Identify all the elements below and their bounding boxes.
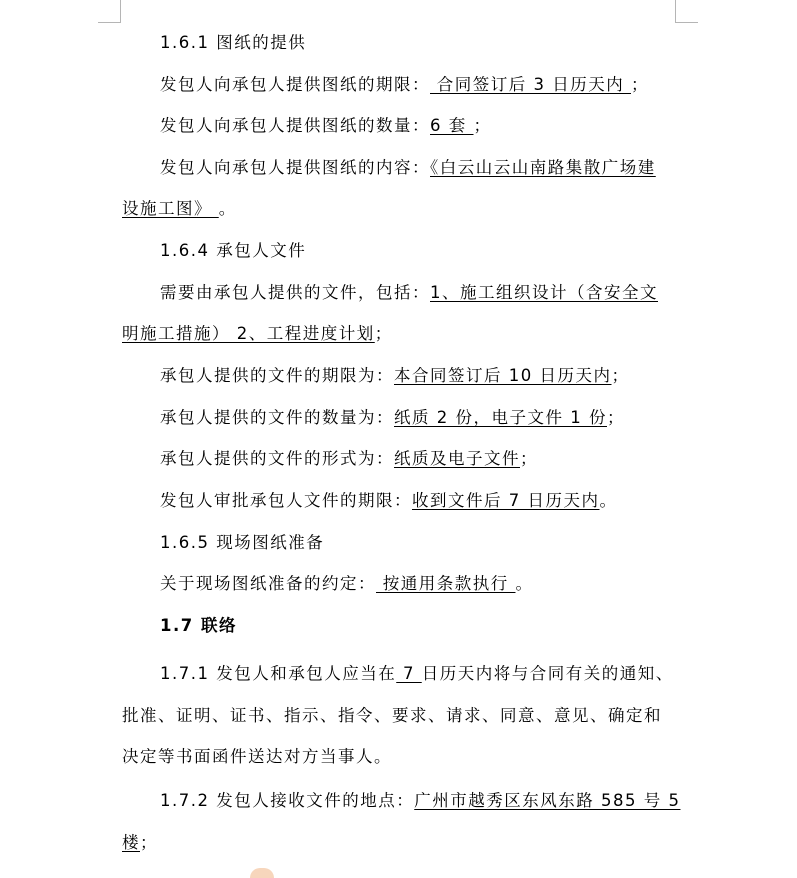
filled-value: 纸质及电子文件 — [394, 449, 520, 468]
seal-stamp-fragment — [250, 868, 274, 878]
filled-value: 6 套 — [430, 116, 474, 135]
label: 需要由承包人提供的文件，包括： — [160, 283, 430, 302]
paragraph-drawing-content-cont: 设施工图》 。 — [122, 199, 237, 218]
label: 承包人提供的文件的形式为： — [160, 449, 394, 468]
label: 发包人审批承包人文件的期限： — [160, 491, 412, 510]
label: 1.7.2 发包人接收文件的地点： — [160, 791, 415, 810]
paragraph-document-deadline: 承包人提供的文件的期限为：本合同签订后 10 日历天内； — [160, 366, 630, 385]
section-heading-1-6-4: 1.6.4 承包人文件 — [160, 241, 307, 260]
page-corner-mark-right — [675, 0, 698, 23]
filled-value: 纸质 2 份，电子文件 1 份 — [394, 408, 607, 427]
filled-value: 合同签订后 3 日历天内 — [430, 75, 631, 94]
paragraph-notice-period-cont-2: 决定等书面函件送达对方当事人。 — [122, 747, 392, 766]
paragraph-document-form: 承包人提供的文件的形式为：纸质及电子文件； — [160, 449, 538, 468]
paragraph-notice-period-cont-1: 批准、证明、证书、指示、指令、要求、请求、同意、意见、确定和 — [122, 706, 662, 725]
paragraph-drawing-deadline: 发包人向承包人提供图纸的期限： 合同签订后 3 日历天内 ； — [160, 75, 649, 94]
filled-value: 本合同签订后 10 日历天内 — [394, 366, 612, 385]
filled-value: 《白云山云山南路集散广场建 — [430, 158, 656, 177]
filled-value: 7 — [396, 664, 422, 683]
filled-value: 明施工措施） 2、工程进度计划 — [122, 324, 375, 343]
label: 发包人向承包人提供图纸的数量： — [160, 116, 430, 135]
paragraph-notice-period: 1.7.1 发包人和承包人应当在 7 日历天内将与合同有关的通知、 — [160, 664, 674, 683]
paragraph-drawing-content — [160, 157, 656, 179]
paragraph-contractor-documents — [160, 282, 658, 304]
paragraph-site-drawings: 关于现场图纸准备的约定： 按通用条款执行 。 — [160, 574, 534, 593]
filled-value: 按通用条款执行 — [376, 574, 516, 593]
paragraph-drawing-quantity: 发包人向承包人提供图纸的数量：6 套 ； — [160, 116, 492, 135]
filled-value: 楼 — [122, 833, 140, 852]
label: 发包人向承包人提供图纸的内容： — [160, 158, 430, 177]
section-heading-1-7: 1.7 联络 — [160, 616, 237, 635]
filled-value: 广州市越秀区东风东路 585 号 5 — [414, 791, 681, 810]
paragraph-contractor-documents-cont: 明施工措施） 2、工程进度计划； — [122, 324, 393, 343]
filled-value: 收到文件后 7 日历天内 — [412, 491, 600, 510]
paragraph-document-quantity: 承包人提供的文件的数量为：纸质 2 份，电子文件 1 份； — [160, 408, 625, 427]
paragraph-receiving-address — [160, 790, 680, 812]
section-heading-1-6-1: 1.6.1 图纸的提供 — [160, 33, 307, 52]
label: 承包人提供的文件的期限为： — [160, 366, 394, 385]
filled-value: 设施工图》 — [122, 199, 219, 218]
paragraph-approval-deadline: 发包人审批承包人文件的期限：收到文件后 7 日历天内。 — [160, 491, 618, 510]
filled-value: 1、施工组织设计（含安全文 — [430, 283, 658, 302]
label: 发包人向承包人提供图纸的期限： — [160, 75, 430, 94]
section-heading-1-6-5: 1.6.5 现场图纸准备 — [160, 533, 325, 552]
label: 关于现场图纸准备的约定： — [160, 574, 376, 593]
paragraph-receiving-address-cont: 楼； — [122, 833, 158, 852]
label: 承包人提供的文件的数量为： — [160, 408, 394, 427]
page-corner-mark-left — [98, 0, 121, 23]
label: 1.7.1 发包人和承包人应当在 — [160, 664, 397, 683]
